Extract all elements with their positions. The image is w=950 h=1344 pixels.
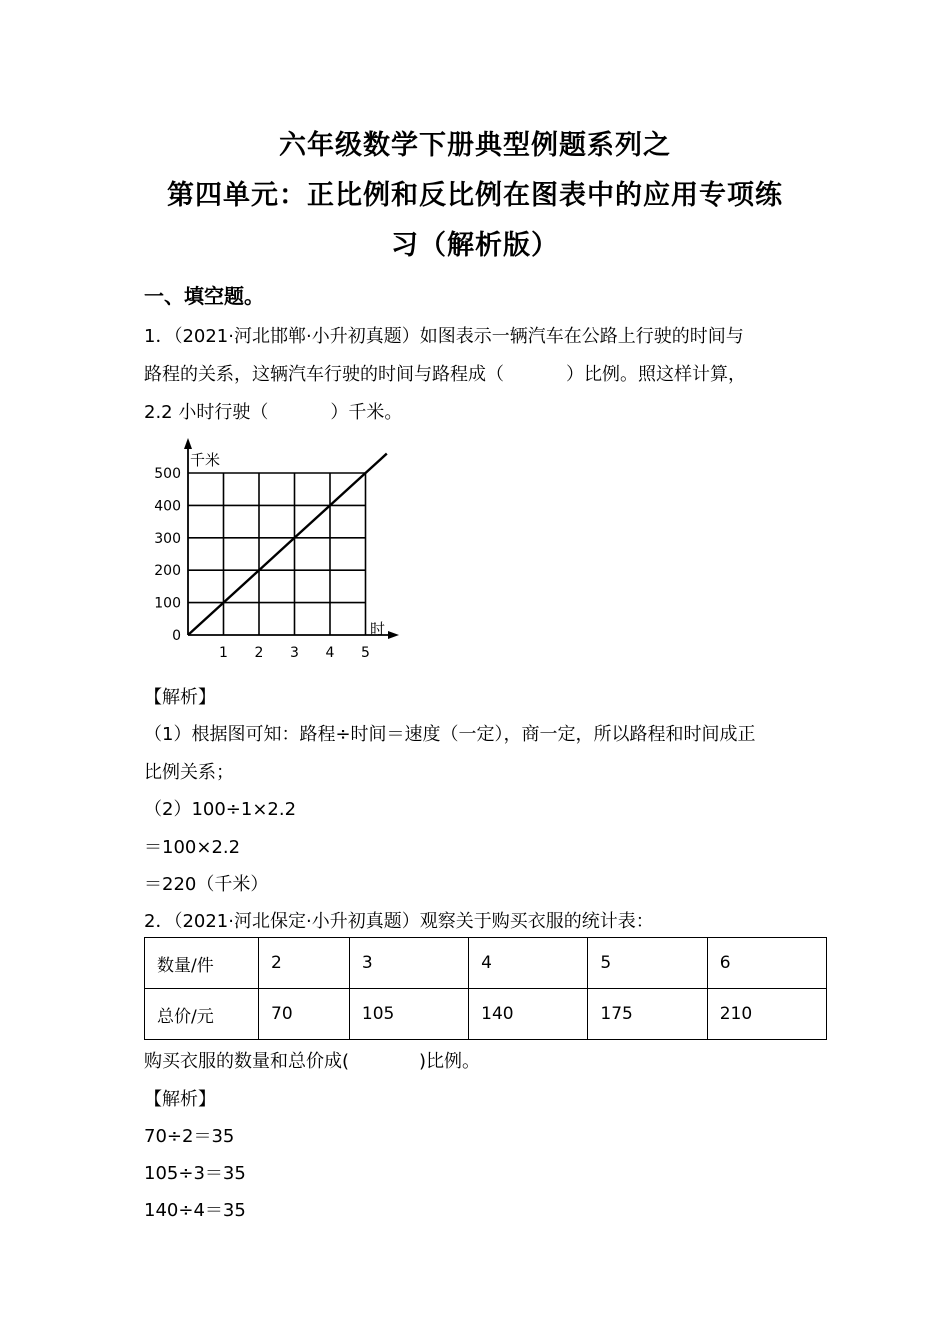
distance-time-chart bbox=[140, 435, 420, 670]
q1-analysis-label: 【解析】 bbox=[144, 687, 216, 708]
chart-series bbox=[188, 454, 387, 635]
table-cell: 175 bbox=[588, 989, 707, 1040]
q1-text-line-3-before-blank: 2.2 小时行驶（ bbox=[144, 402, 269, 423]
y-tick-label: 200 bbox=[154, 563, 181, 580]
clothes-stats-table bbox=[144, 937, 827, 1040]
y-tick-label: 300 bbox=[154, 530, 181, 547]
table-cell: 6 bbox=[707, 938, 826, 989]
table-cell: 2 bbox=[259, 938, 350, 989]
q2-calc-line-1: 70÷2＝35 bbox=[144, 1126, 235, 1147]
y-axis-arrow bbox=[184, 438, 192, 449]
q2-analysis-label: 【解析】 bbox=[144, 1089, 216, 1110]
q1-text-line-3 bbox=[144, 398, 402, 424]
x-tick-label: 1 bbox=[219, 645, 228, 661]
q1-solution-line-1: （1）根据图可知：路程÷时间＝速度（一定），商一定，所以路程和时间成正 bbox=[144, 724, 756, 745]
x-tick-label: 3 bbox=[290, 645, 299, 661]
doc-title-line-1: 六年级数学下册典型例题系列之 bbox=[279, 130, 671, 161]
table-row bbox=[145, 938, 827, 989]
q1-solution-line-4: ＝100×2.2 bbox=[144, 837, 241, 858]
q2-text-before-blank: 购买衣服的数量和总价成( bbox=[144, 1051, 350, 1072]
y-axis-label: 千米 bbox=[190, 451, 221, 469]
y-tick-label: 100 bbox=[154, 595, 181, 612]
chart-tick-labels bbox=[154, 466, 370, 661]
table-row bbox=[145, 989, 827, 1040]
table-cell: 4 bbox=[469, 938, 588, 989]
q2-calc-line-3: 140÷4＝35 bbox=[144, 1200, 246, 1221]
q2-text-line-1: 2．（2021·河北保定·小升初真题）观察关于购买衣服的统计表： bbox=[144, 911, 654, 932]
q1-text-line-2-after-blank: ）比例。照这样计算， bbox=[566, 364, 746, 385]
x-tick-label: 5 bbox=[361, 645, 370, 661]
y-tick-label: 0 bbox=[172, 628, 181, 644]
x-axis-arrow bbox=[388, 631, 399, 639]
q2-text-after-blank: )比例。 bbox=[419, 1051, 481, 1072]
y-tick-label: 400 bbox=[154, 498, 181, 515]
x-axis-label: 时 bbox=[370, 620, 386, 638]
q1-solution-line-3: （2）100÷1×2.2 bbox=[144, 799, 297, 820]
table-cell: 105 bbox=[349, 989, 468, 1040]
table-cell: 70 bbox=[259, 989, 350, 1040]
x-tick-label: 2 bbox=[254, 645, 264, 661]
q1-text-line-1: 1．（2021·河北邯郸·小升初真题）如图表示一辆汽车在公路上行驶的时间与 bbox=[144, 326, 744, 347]
table-cell: 3 bbox=[349, 938, 468, 989]
table-cell: 数量/件 bbox=[145, 938, 259, 989]
table-cell: 5 bbox=[588, 938, 707, 989]
section-heading: 一、填空题。 bbox=[144, 284, 264, 308]
table-cell: 210 bbox=[707, 989, 826, 1040]
q1-text-line-2-before-blank: 路程的关系，这辆汽车行驶的时间与路程成（ bbox=[144, 364, 504, 385]
y-tick-label: 500 bbox=[154, 466, 181, 482]
doc-title-line-2: 第四单元：正比例和反比例在图表中的应用专项练 bbox=[167, 180, 783, 211]
table-cell: 140 bbox=[469, 989, 588, 1040]
q1-solution-line-2: 比例关系； bbox=[144, 762, 234, 783]
doc-title-line-3: 习（解析版） bbox=[391, 230, 559, 261]
q2-calc-line-2: 105÷3＝35 bbox=[144, 1163, 246, 1184]
table-cell: 总价/元 bbox=[145, 989, 259, 1040]
x-tick-label: 4 bbox=[325, 645, 335, 661]
q1-text-line-2 bbox=[144, 360, 746, 386]
q1-text-line-3-after-blank: ）千米。 bbox=[330, 402, 403, 423]
q1-solution-line-5: ＝220（千米） bbox=[144, 874, 269, 895]
series-line bbox=[188, 454, 387, 635]
q2-text-after-table bbox=[144, 1047, 480, 1073]
